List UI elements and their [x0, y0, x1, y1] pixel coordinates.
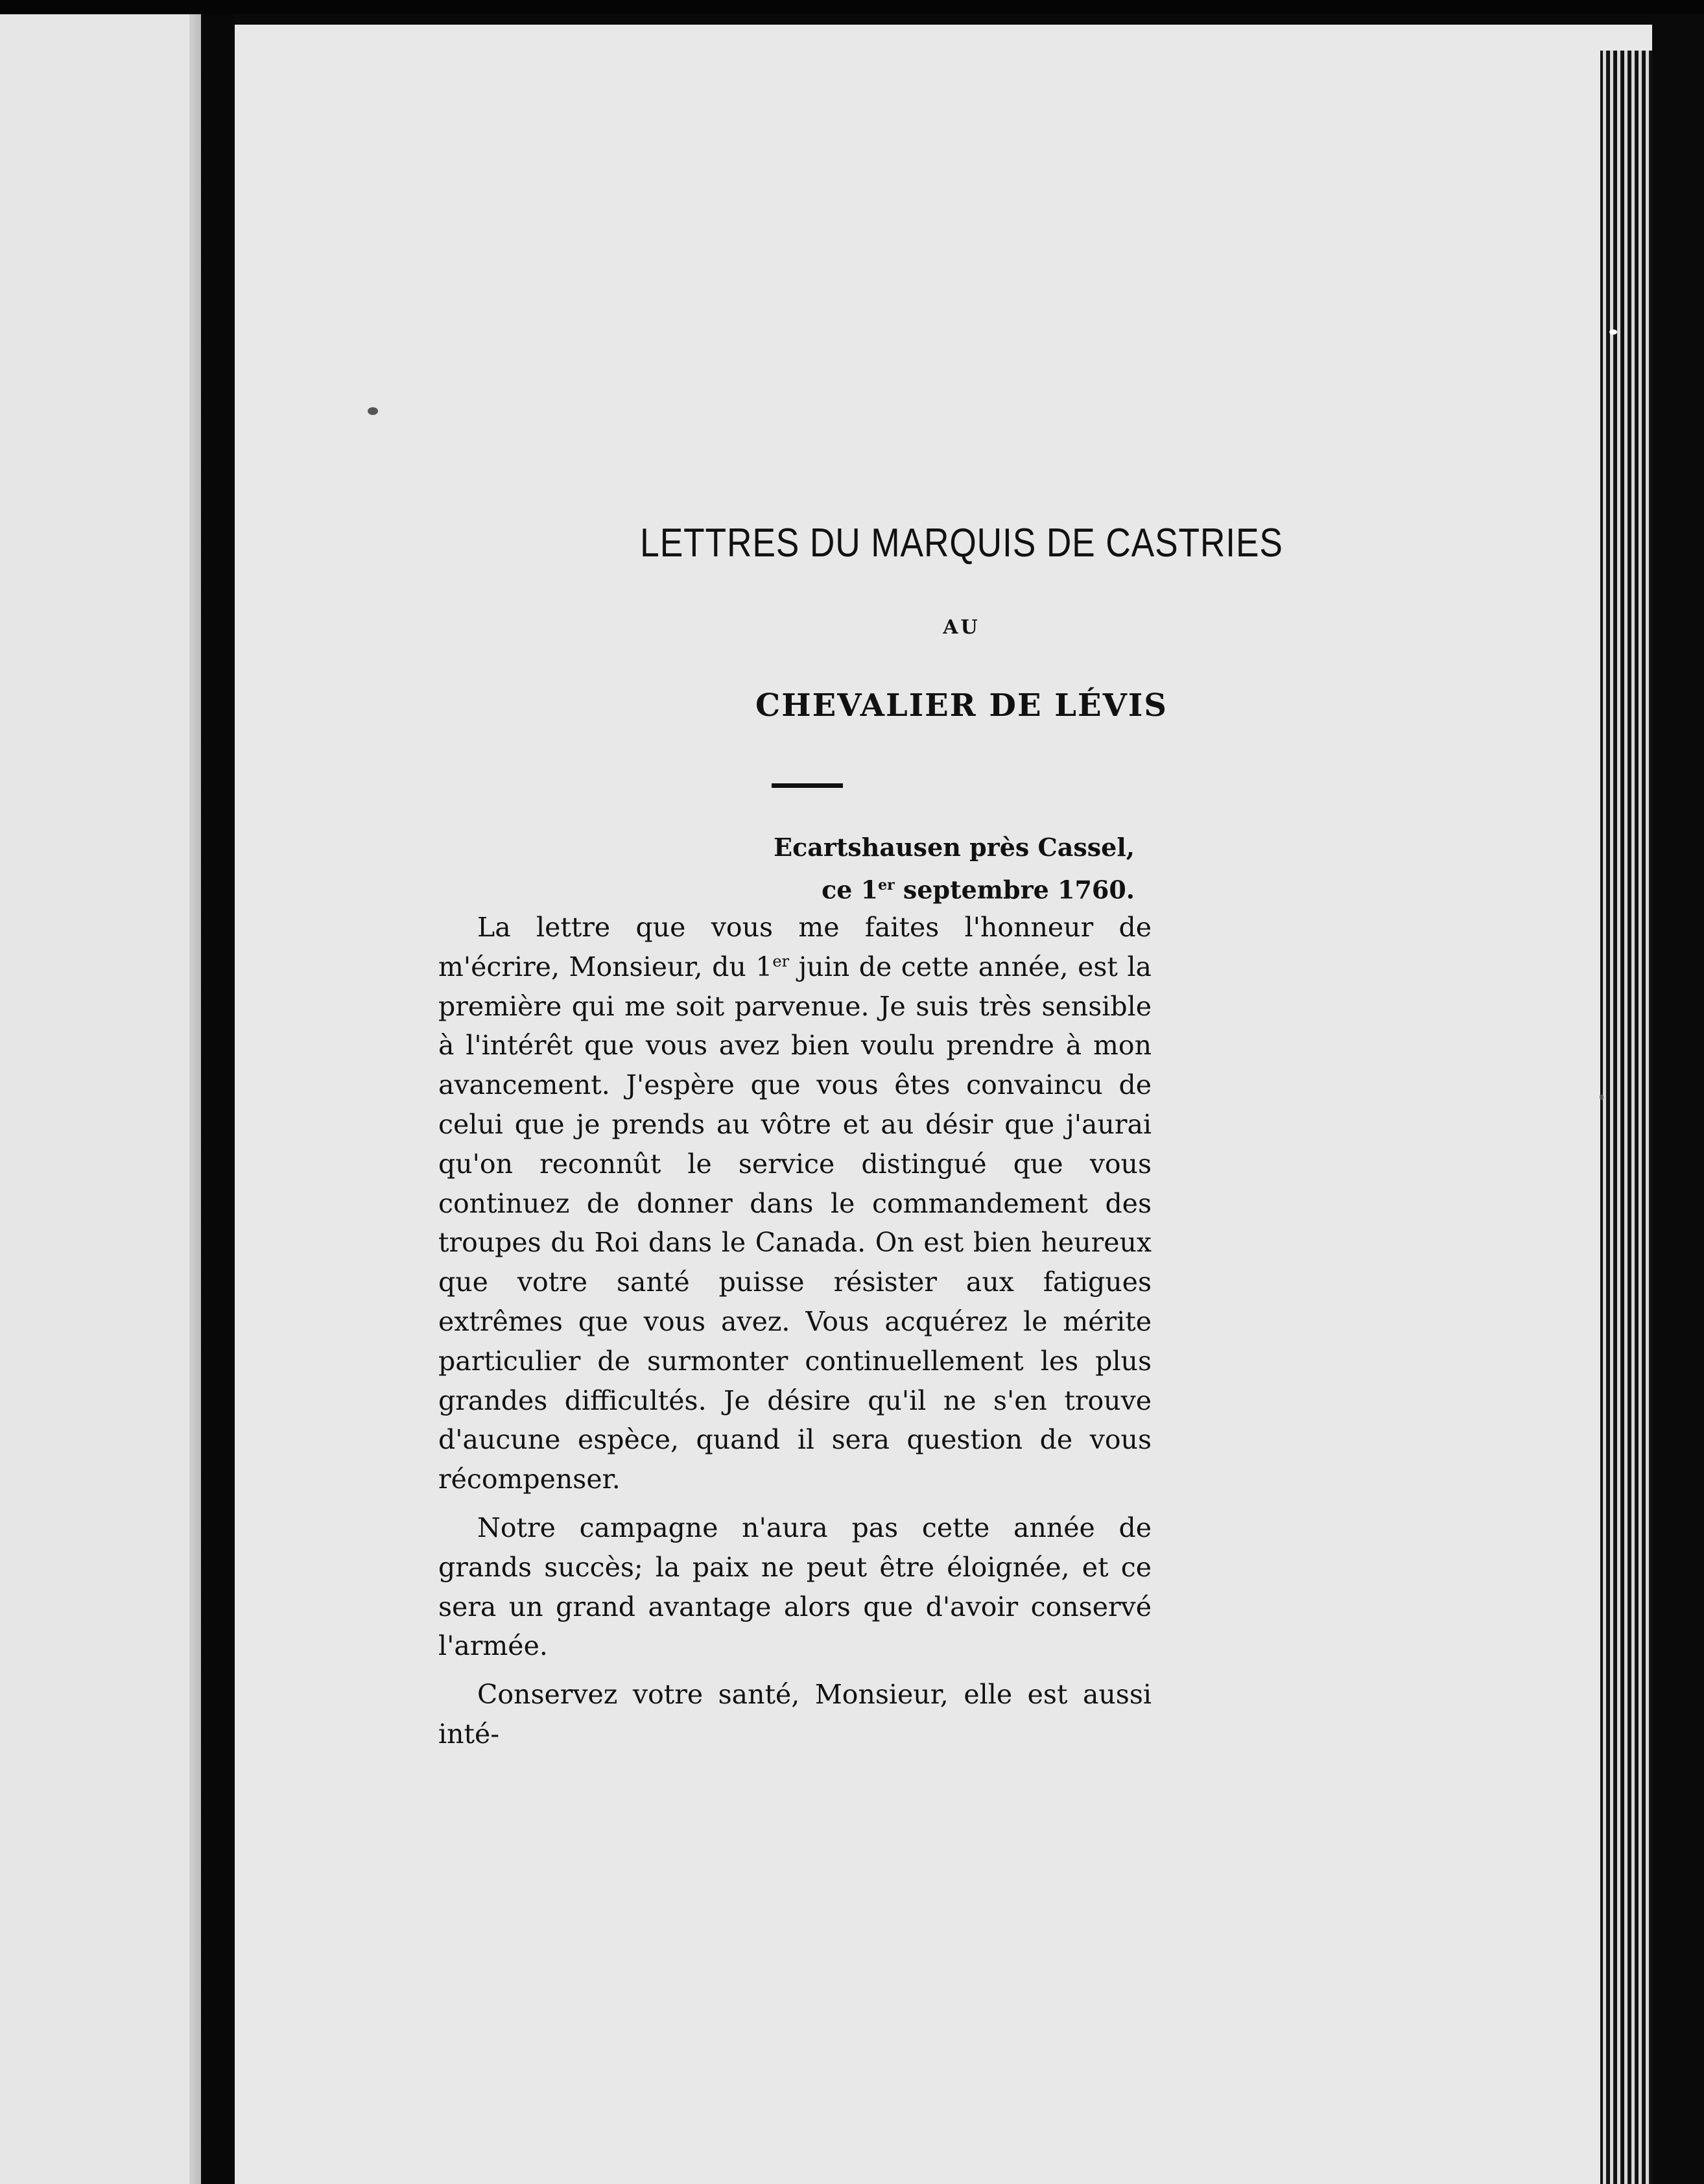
date-prefix: ce 1 [822, 875, 879, 905]
paragraph-1-rest: juin de cette année, est la première qui me soit parvenue. Je suis très sensible à l'intérêt que vous avez bien voulu prendre à mon avancement. J'espère que vous êtes convaincu de celui que je prends au vôtre et au désir que j'aurai qu'on reconnût le service distingué que vous continuez de donner dans le commandement des troupes du Roi dans le Canada. On est bien heureux que votre santé puisse résister aux fatigues extrêmes que vous avez. Vous acquérez le mérite particulier de surmonter continuellement les plus grandes difficultés. Je désire qu'il ne s'en trouve d'aucune espèce, quand il sera question de vous récompenser. [438, 951, 1152, 1495]
paragraph-3: Conservez votre santé, Monsieur, elle est aussi inté- [438, 1679, 1152, 1750]
paragraph-1-superscript: er [772, 952, 790, 971]
dateline-place: Ecartshausen près Cassel, [774, 833, 1135, 862]
page-title: LETTRES DU MARQUIS DE CASTRIES [640, 521, 1283, 565]
letter-body [438, 908, 1152, 1763]
title-connector: AU [943, 616, 980, 639]
speck [368, 407, 378, 415]
book-gutter [201, 14, 235, 2184]
date-rest: septembre 1760. [894, 875, 1135, 905]
paragraph-2: Notre campagne n'aura pas cette année de grands succès; la paix ne peut être éloignée, et ce sera un grand avantage alors que d'avoir conservé l'armée. [438, 1512, 1152, 1662]
paragraph-1-start: La lettre que vous me faites l'honneur de m'écrire, Monsieur, du 1 [438, 912, 1152, 982]
speck [1609, 329, 1617, 335]
dateline [713, 829, 1135, 909]
left-page-strip [0, 14, 201, 2184]
paragraph-1 [438, 908, 1152, 1499]
title-rule [772, 783, 843, 788]
dateline-date [713, 866, 1135, 909]
recipient-heading: CHEVALIER DE LÉVIS [755, 687, 1168, 724]
speck [1600, 1095, 1603, 1100]
page-edges [1600, 51, 1652, 2184]
scan-top-border [0, 0, 1704, 14]
date-superscript: er [878, 877, 895, 894]
